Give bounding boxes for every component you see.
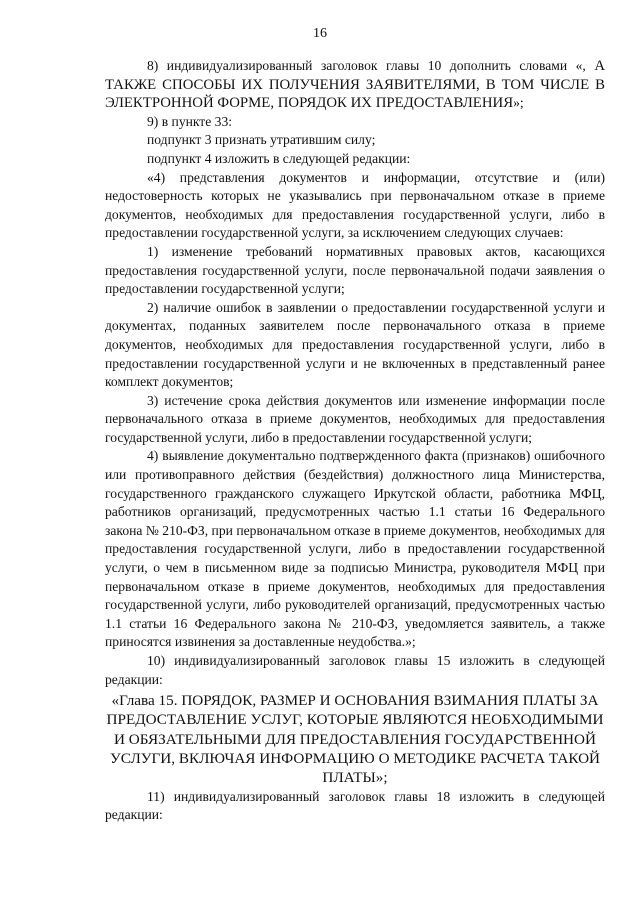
page-number: 16 <box>313 26 327 41</box>
paragraph-text-caps: А ТАКЖЕ СПОСОБЫ ИХ ПОЛУЧЕНИЯ ЗАЯВИТЕЛЯМИ, В ТОМ ЧИСЛЕ В ЭЛЕКТРОННОЙ ФОРМЕ, ПОРЯДОК ИХ ПРЕДОСТАВЛЕНИЯ <box>105 58 605 112</box>
paragraph-subitem-3: подпункт 3 признать утратившим силу; <box>147 132 376 148</box>
paragraph-text: »; <box>513 95 524 111</box>
paragraph-item-10: 10) индивидуализированный заголовок главы 15 изложить в следующей редакции: <box>105 653 605 687</box>
quoted-case-2: 2) наличие ошибок в заявлении о предоставлении государственной услуги и документах, поданных заявителем после первоначального отказа в приеме документов, необходимых для предоставления государственной услуги, либо в предоставлении государственной услуги и не включенных в представленный ранее комплект документов; <box>105 299 605 390</box>
paragraph-item-9: 9) в пункте 33: <box>147 113 233 129</box>
quoted-case-3: 3) истечение срока действия документов или изменение информации после первоначального отказа в приеме документов, необходимых для предоставления государственной услуги, либо в предоставлении государственной услуги; <box>105 392 605 445</box>
paragraph-item-8 <box>105 57 605 113</box>
chapter-15-heading: «Глава 15. ПОРЯДОК, РАЗМЕР И ОСНОВАНИЯ ВЗИМАНИЯ ПЛАТЫ ЗА ПРЕДОСТАВЛЕНИЕ УСЛУГ, КОТОРЫЕ ЯВЛЯЮТСЯ НЕОБХОДИМЫМИ И ОБЯЗАТЕЛЬНЫМИ ДЛЯ ПРЕДОСТАВЛЕНИЯ ГОСУДАРСТВЕННОЙ УСЛУГИ, ВКЛЮЧАЯ ИНФОРМАЦИЮ О МЕТОДИКЕ РАСЧЕТА ТАКОЙ ПЛАТЫ»; <box>106 692 604 787</box>
document-body <box>105 57 605 825</box>
quoted-subitem-4: «4) представления документов и информации, отсутствие и (или) недостоверность которых не указывались при первоначальном отказе в приеме документов, необходимых для предоставления государственной услуги, либо в предоставлении государственной услуги, за исключением следующих случаев: <box>105 169 605 241</box>
quoted-case-1: 1) изменение требований нормативных правовых актов, касающихся предоставления государственной услуги, после первоначальной подачи заявления о предоставлении государственной услуги; <box>105 243 605 297</box>
paragraph-item-11: 11) индивидуализированный заголовок главы 18 изложить в следующей редакции: <box>105 788 605 823</box>
quoted-case-4: 4) выявление документально подтвержденного факта (признаков) ошибочного или противоправного действия (бездействия) должностного лица Министерства, государственного гражданского служащего Иркутской области, работника МФЦ, работников организаций, предусмотренных частью 1.1 статьи 16 Федерального закона № 210-ФЗ, при первоначальном отказе в приеме документов, необходимых для предоставления государственной услуги, либо в предоставлении государственной услуги, о чем в письменном виде за подписью Министра, руководителя МФЦ при первоначальном отказе в приеме документов, необходимых для предоставления государственной услуги, либо руководителей организаций, предусмотренных частью 1.1 статьи 16 Федерального закона № 210-ФЗ, уведомляется заявитель, а также приносятся извинения за доставленные неудобства.»; <box>105 448 605 650</box>
paragraph-text: 8) индивидуализированный заголовок главы 10 дополнить словами «, <box>147 58 595 73</box>
paragraph-subitem-4: подпункт 4 изложить в следующей редакции: <box>147 150 411 166</box>
